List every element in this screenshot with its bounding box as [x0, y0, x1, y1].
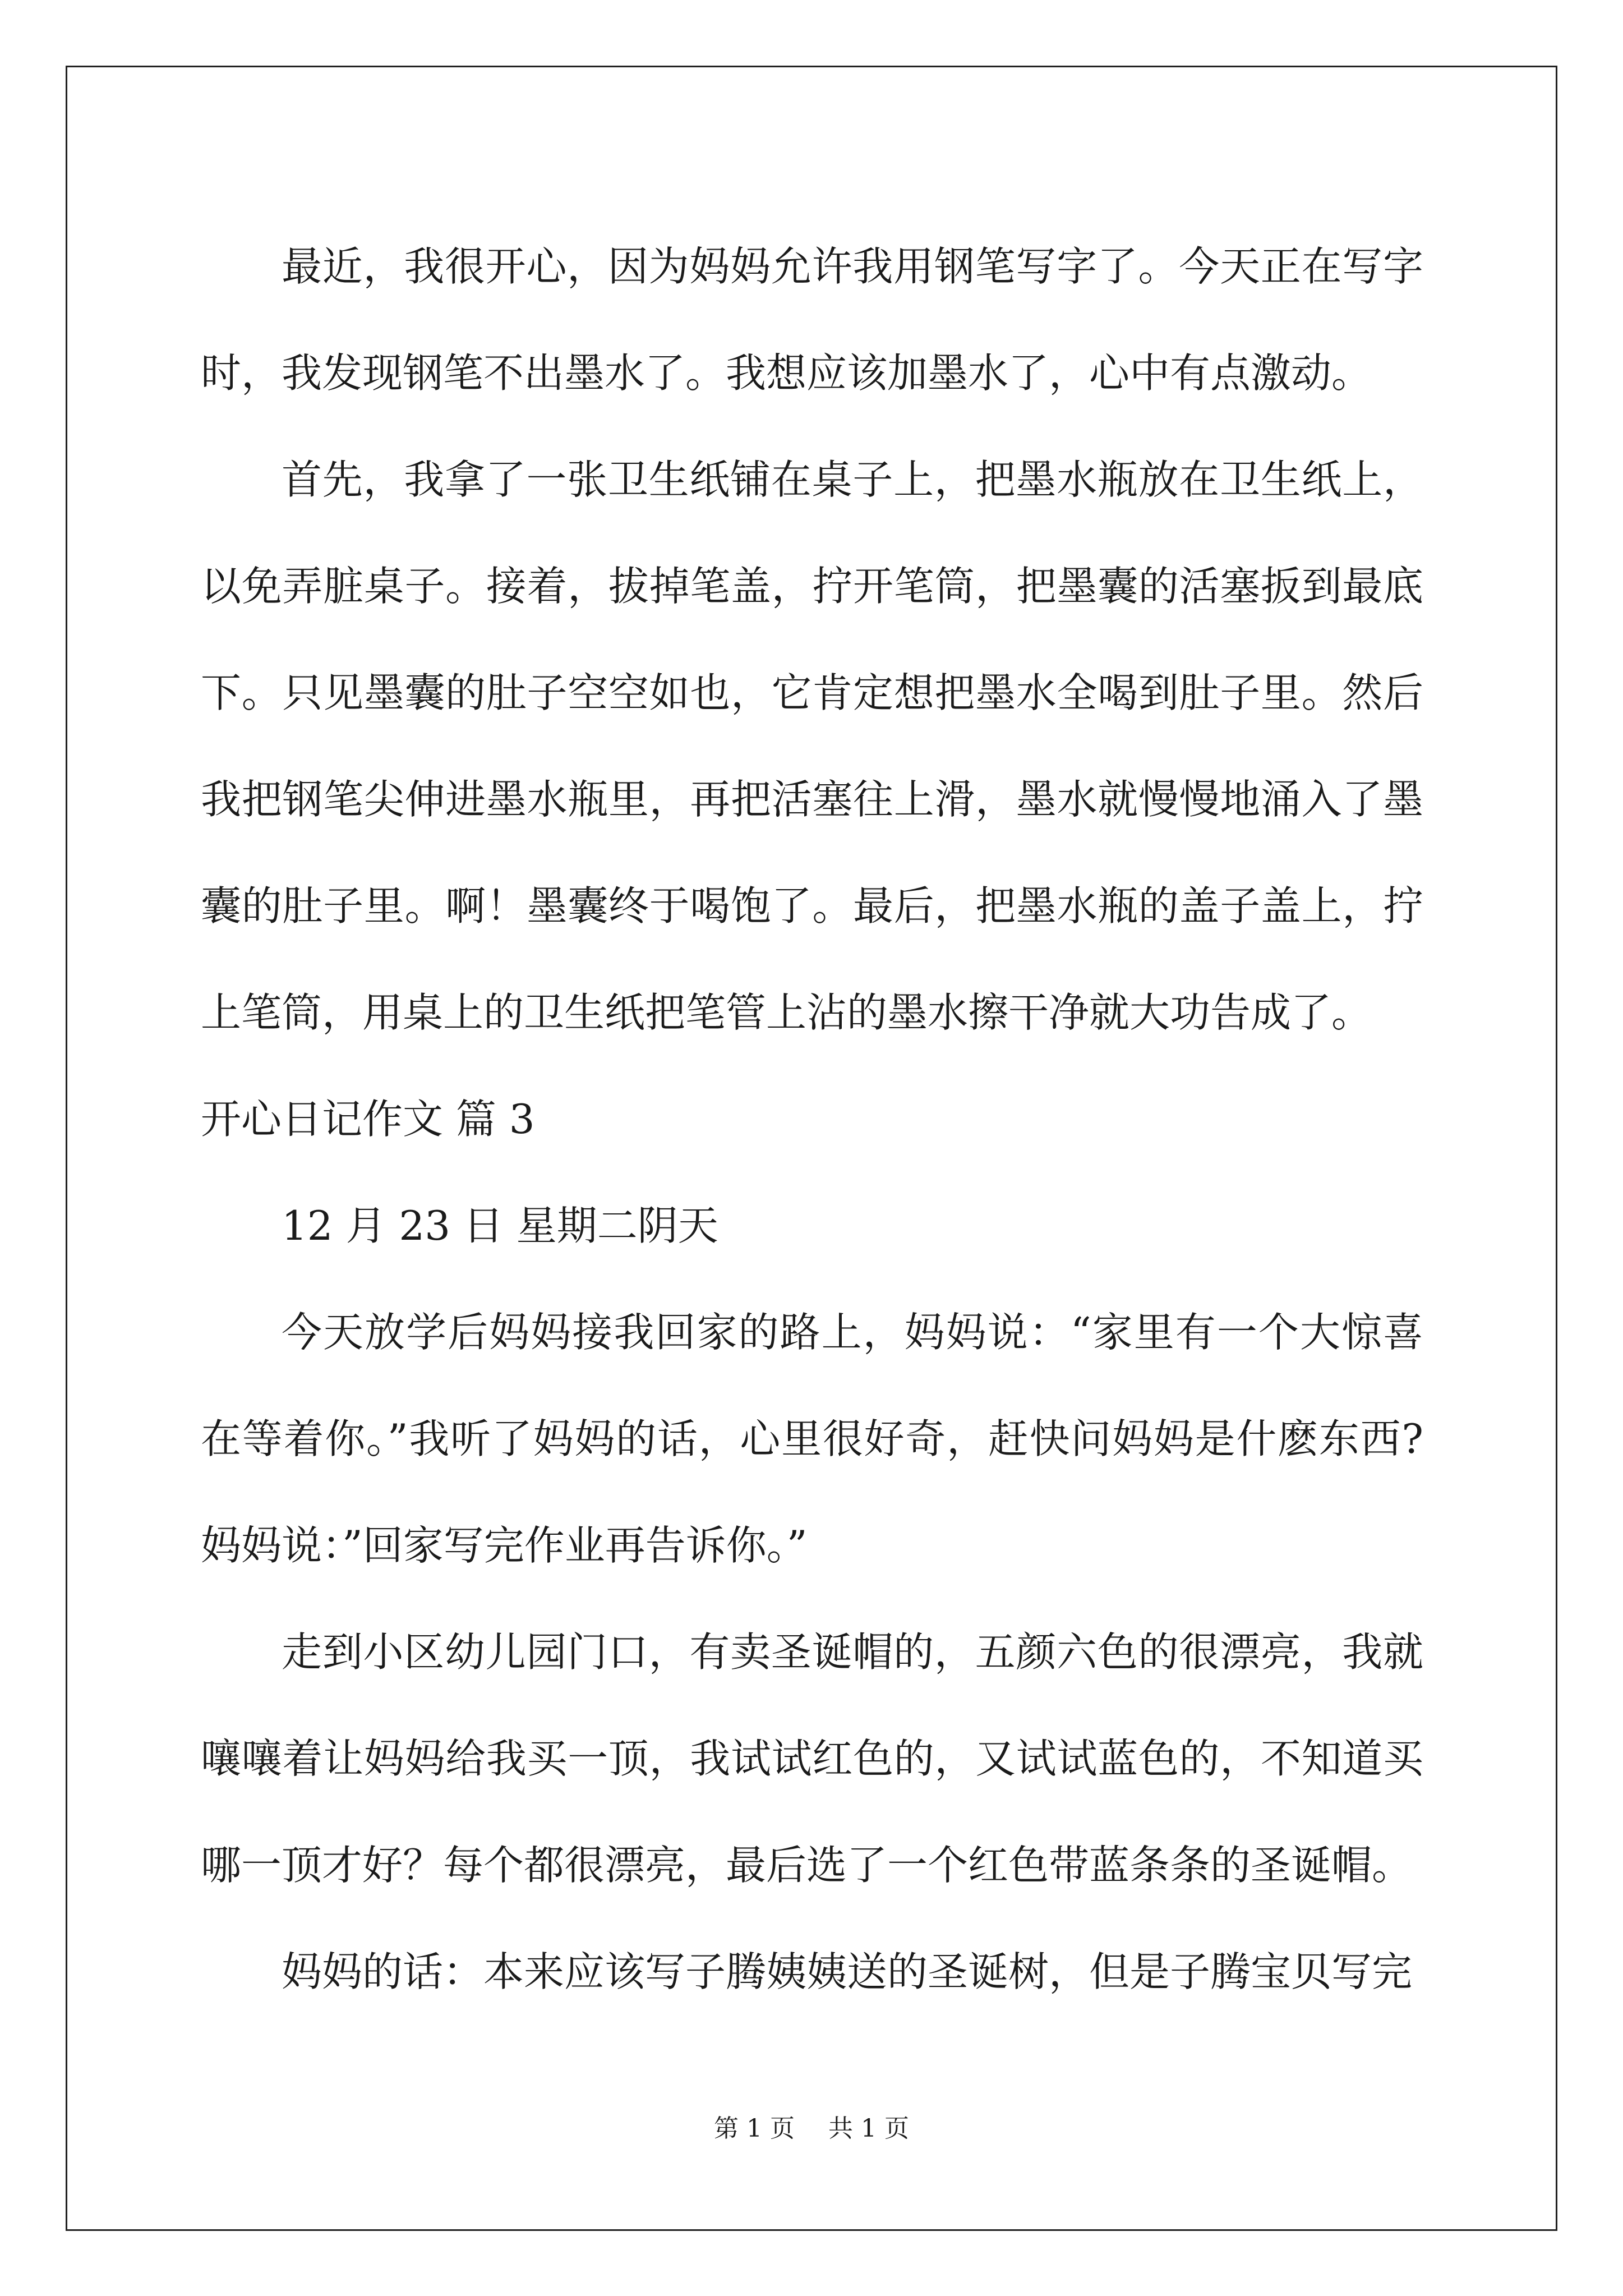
paragraph-2: 首先，我拿了一张卫生纸铺在桌子上，把墨水瓶放在卫生纸上，以免弄脏桌子。接着，拔掉笔盖，拧开笔筒，把墨囊的活塞扳到最底下。只见墨囊的肚子空空如也，它肯定想把墨水全喝到肚子里。然后我把钢笔尖伸进墨水瓶里，再把活塞往上滑，墨水就慢慢地涌入了墨囊的肚子里。啊！墨囊终于喝饱了。最后，把墨水瓶的盖子盖上，拧上笔筒，用桌上的卫生纸把笔管上沾的墨水擦干净就大功告成了。 — [201, 456, 1423, 1036]
page-total: 共 1 页 — [828, 2114, 909, 2143]
paragraph-4: 走到小区幼儿园门口，有卖圣诞帽的，五颜六色的很漂亮，我就嚷嚷着让妈妈给我买一顶，我试试红色的，又试试蓝色的，不知道买哪一顶才好？每个都很漂亮，最后选了一个红色带蓝条条的圣诞帽。 — [201, 1628, 1423, 1889]
page-number: 第 1 页 — [714, 2114, 795, 2143]
paragraph-5: 妈妈的话：本来应该写子腾姨姨送的圣诞树，但是子腾宝贝写完 — [282, 1948, 1413, 1995]
section-heading: 开心日记作文 篇 3 — [201, 1096, 535, 1143]
document-body — [201, 213, 1423, 2025]
paragraph-1: 最近，我很开心，因为妈妈允许我用钢笔写字了。今天正在写字时，我发现钢笔不出墨水了。我想应该加墨水了，心中有点激动。 — [201, 243, 1423, 397]
page-footer — [0, 2112, 1623, 2146]
date-line: 12 月 23 日 星期二阴天 — [282, 1202, 718, 1249]
paragraph-3: 今天放学后妈妈接我回家的路上，妈妈说：“家里有一个大惊喜在等着你。”我听了妈妈的话，心里很好奇，赶快问妈妈是什麽东西?妈妈说：”回家写完作业再告诉你。” — [201, 1309, 1423, 1569]
